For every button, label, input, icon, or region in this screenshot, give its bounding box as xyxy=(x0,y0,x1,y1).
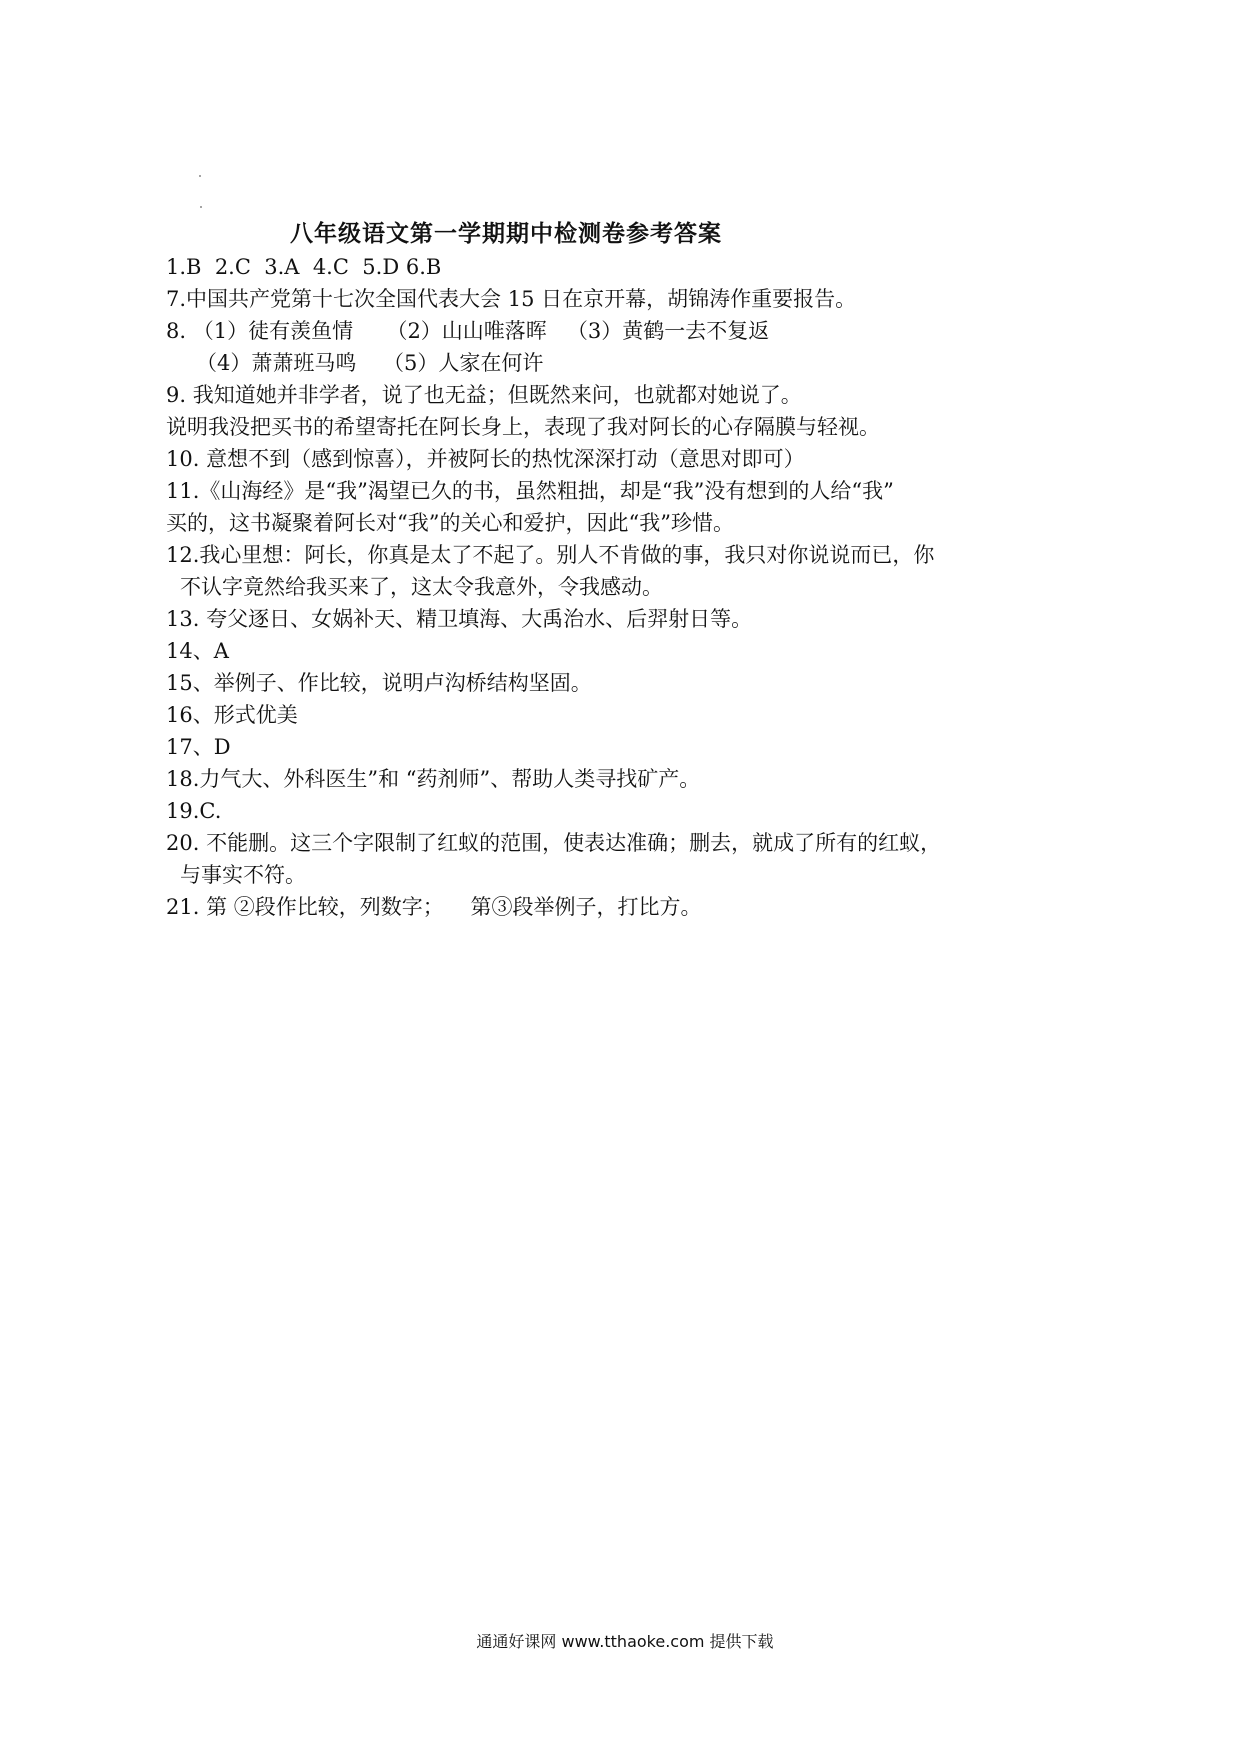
answer-line-7: 7.中国共产党第十七次全国代表大会 15 日在京开幕，胡锦涛作重要报告。 xyxy=(166,287,857,311)
answer-line-18: 18.力气大、外科医生”和 “药剂师”、帮助人类寻找矿产。 xyxy=(166,767,701,791)
answer-line-20b: 与事实不符。 xyxy=(180,863,306,887)
answer-line-14: 14、A xyxy=(166,639,229,663)
answer-line-20a: 20. 不能删。这三个字限制了红蚁的范围，使表达准确；删去，就成了所有的红蚁， xyxy=(166,831,942,855)
answer-line-15: 15、举例子、作比较，说明卢沟桥结构坚固。 xyxy=(166,671,592,695)
scan-speck xyxy=(200,206,202,208)
answer-line-11b: 买的，这书凝聚着阿长对“我”的关心和爱护，因此“我”珍惜。 xyxy=(166,511,734,535)
answer-line-8a: 8. （1）徒有羡鱼情 （2）山山唯落晖 （3）黄鹤一去不复返 xyxy=(166,319,770,343)
answer-line-21: 21. 第 ②段作比较，列数字； 第③段举例子，打比方。 xyxy=(166,895,702,919)
answer-line-1-6: 1.B 2.C 3.A 4.C 5.D 6.B xyxy=(166,255,442,279)
answer-line-16: 16、形式优美 xyxy=(166,703,298,727)
answer-line-17: 17、D xyxy=(166,735,231,759)
answer-line-8b: （4）萧萧班马鸣 （5）人家在何许 xyxy=(196,351,544,375)
answer-line-12b: 不认字竟然给我买来了，这太令我意外，令我感动。 xyxy=(180,575,663,599)
download-footer: 通通好课网 www.tthaoke.com 提供下载 xyxy=(476,1632,774,1651)
answer-line-13: 13. 夸父逐日、女娲补天、精卫填海、大禹治水、后羿射日等。 xyxy=(166,607,753,631)
answer-line-9a: 9. 我知道她并非学者，说了也无益；但既然来问，也就都对她说了。 xyxy=(166,383,802,407)
page-title: 八年级语文第一学期期中检测卷参考答案 xyxy=(290,221,722,247)
answer-line-9b: 说明我没把买书的希望寄托在阿长身上，表现了我对阿长的心存隔膜与轻视。 xyxy=(166,415,880,439)
answer-line-12a: 12.我心里想：阿长，你真是太了不起了。别人不肯做的事，我只对你说说而已，你 xyxy=(166,543,935,567)
answer-list xyxy=(166,251,1126,923)
answer-line-19: 19.C. xyxy=(166,799,222,823)
answer-line-10: 10. 意想不到（感到惊喜），并被阿长的热忱深深打动（意思对即可） xyxy=(166,447,805,471)
answer-line-11a: 11.《山海经》是“我”渴望已久的书，虽然粗拙，却是“我”没有想到的人给“我” xyxy=(166,479,894,503)
scan-speck xyxy=(199,175,201,177)
